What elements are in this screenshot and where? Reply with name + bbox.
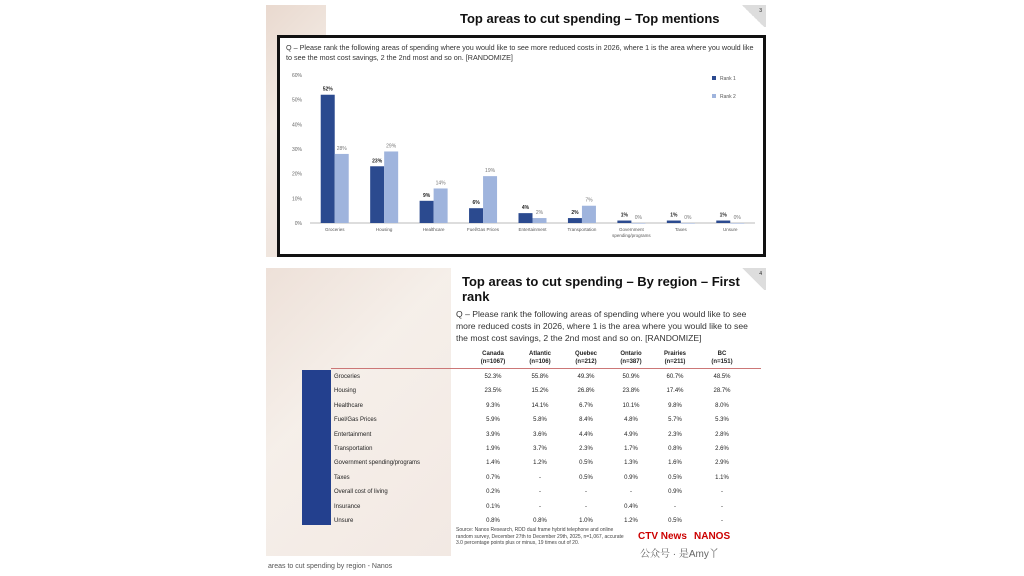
column-header <box>470 350 516 366</box>
bar-rank-2 <box>335 154 349 223</box>
table-cell: - <box>721 518 723 524</box>
table-cell: - <box>721 503 723 510</box>
table-cell: 8.0% <box>715 402 729 409</box>
column-name: Ontario <box>620 351 642 357</box>
category-label: Fuel/Gas Prices <box>467 227 500 232</box>
table-cell: - <box>630 489 632 496</box>
table-cell: - <box>721 489 723 496</box>
category-label: Government <box>619 227 644 232</box>
y-tick-label: 0% <box>294 221 302 227</box>
table-cell: 23.5% <box>484 388 502 395</box>
table-cell: - <box>539 503 541 510</box>
table-cell: 55.8% <box>531 374 549 380</box>
column-name: Quebec <box>574 351 597 357</box>
data-label: 4% <box>521 205 530 212</box>
row-label: Government spending/programs <box>334 460 421 467</box>
table-cell: 17.4% <box>666 388 684 395</box>
table-row <box>334 386 764 396</box>
y-tick-label: 50% <box>291 97 302 104</box>
column-header <box>517 350 563 366</box>
table-cell: 4.8% <box>624 417 638 424</box>
table-cell: 1.4% <box>486 460 500 467</box>
row-label: Unsure <box>334 518 354 524</box>
table-cell: 0.8% <box>486 518 500 524</box>
table-cell: 49.3% <box>577 374 595 380</box>
page-number: 4 <box>740 268 766 290</box>
table-cell: 4.9% <box>624 431 638 438</box>
table-accent-bar <box>302 370 331 525</box>
row-label: Transportation <box>334 446 373 452</box>
row-label: Entertainment <box>334 431 372 438</box>
table-cell: 1.6% <box>668 460 682 467</box>
column-n: (n=1067) <box>480 359 506 365</box>
table-cell: - <box>585 503 587 510</box>
table-cell: 0.5% <box>668 518 682 524</box>
table-row <box>334 372 764 382</box>
row-label: Healthcare <box>334 402 364 409</box>
category-label: spending/programs <box>612 233 651 238</box>
table-cell: 0.9% <box>624 474 638 481</box>
slide-by-region <box>266 268 766 556</box>
table-cell: 5.8% <box>533 417 547 424</box>
data-label: 0% <box>684 215 692 221</box>
category-label: Transportation <box>567 227 597 232</box>
bar-rank-2 <box>533 218 547 223</box>
table-cell: 10.1% <box>622 402 640 409</box>
table-cell: 2.8% <box>715 431 729 438</box>
column-n: (n=106) <box>529 359 551 365</box>
table-cell: 26.8% <box>577 388 595 395</box>
data-label: 2% <box>535 210 544 217</box>
slide-title: Top areas to cut spending – Top mentions <box>460 11 720 26</box>
source-note: Source: Nanos Research, RDD dual frame hybrid telephone and online random survey, December 27th to December 29th, 2025, n=1,067, accurate 3.0 percentage points plus or minus, 19 times out of 20. <box>456 527 624 546</box>
legend-label: Rank 1 <box>720 76 736 82</box>
image-caption: areas to cut spending by region - Nanos <box>268 563 393 570</box>
table-cell: 6.7% <box>579 402 593 409</box>
table-cell: 0.1% <box>486 503 500 510</box>
bar-rank-2 <box>730 223 744 224</box>
data-label: 23% <box>372 158 383 165</box>
legend-swatch <box>712 94 716 98</box>
table-cell: 48.5% <box>713 374 731 380</box>
data-label: 1% <box>670 212 678 219</box>
legend-swatch <box>712 76 716 80</box>
table-cell: - <box>539 489 541 496</box>
column-name: Prairies <box>663 351 687 357</box>
ctv-news-logo: CTV News <box>638 531 687 542</box>
column-n: (n=151) <box>711 359 733 365</box>
table-cell: 2.6% <box>715 446 729 452</box>
column-header <box>652 350 698 366</box>
column-name: Canada <box>482 351 504 357</box>
table-cell: 0.5% <box>668 474 682 481</box>
table-cell: 9.8% <box>668 402 682 409</box>
data-label: 2% <box>571 210 579 217</box>
table-cell: 50.9% <box>622 374 640 380</box>
row-label: Fuel/Gas Prices <box>334 417 377 424</box>
data-label: 1% <box>620 212 629 219</box>
table-cell: 2.3% <box>579 446 593 452</box>
column-header <box>563 350 609 366</box>
row-label: Groceries <box>334 374 361 380</box>
row-label: Housing <box>334 388 357 395</box>
bar-rank-2 <box>631 223 645 224</box>
bar-rank-1 <box>617 221 631 223</box>
table-cell: 9.3% <box>486 402 500 409</box>
table-cell: 1.3% <box>624 460 638 467</box>
table-row <box>334 401 764 411</box>
bar-rank-2 <box>483 176 497 223</box>
table-row <box>334 487 764 497</box>
bar-rank-1 <box>667 221 681 223</box>
table-cell: 3.7% <box>533 446 547 452</box>
bar-rank-1 <box>716 221 730 223</box>
table-cell: 0.9% <box>668 489 682 496</box>
table-cell: - <box>674 503 676 510</box>
category-label: Healthcare <box>422 227 445 232</box>
y-tick-label: 10% <box>291 196 302 203</box>
data-label: 29% <box>386 143 397 150</box>
table-cell: 60.7% <box>666 374 684 380</box>
table-cell: 1.7% <box>624 446 638 452</box>
chart-frame <box>277 35 766 257</box>
table-cell: 5.9% <box>486 417 500 424</box>
column-name: BC <box>717 351 727 357</box>
bar-rank-2 <box>434 188 448 223</box>
table-cell: 8.4% <box>579 417 593 424</box>
table-cell: 3.6% <box>533 431 547 438</box>
table-cell: 4.4% <box>579 431 593 438</box>
bar-rank-1 <box>519 213 533 223</box>
table-cell: 52.3% <box>484 374 502 380</box>
bar-rank-2 <box>582 206 596 223</box>
data-label: 52% <box>322 86 333 93</box>
column-n: (n=212) <box>575 359 597 365</box>
table-cell: 1.2% <box>533 460 547 467</box>
table-cell: 0.8% <box>533 518 547 524</box>
table-cell: 2.3% <box>668 431 682 438</box>
table-row <box>334 415 764 425</box>
y-tick-label: 40% <box>291 122 302 129</box>
table-cell: 0.5% <box>579 474 593 481</box>
y-tick-label: 30% <box>291 147 302 153</box>
table-row <box>334 473 764 483</box>
data-label: 0% <box>733 215 741 221</box>
data-label: 0% <box>634 215 643 221</box>
table-cell: 5.3% <box>715 417 729 424</box>
question-text: Q – Please rank the following areas of spending where you would like to see more reduced costs in 2026, where 1 is the area where you would like to see the most cost savings, 2 the 2nd most and so on. [RANDOMIZE] <box>456 309 748 343</box>
column-n: (n=211) <box>664 359 686 365</box>
table-cell: 1.0% <box>579 518 593 524</box>
table-cell: 0.7% <box>486 474 500 481</box>
table-row <box>334 458 764 468</box>
question-text: Q – Please rank the following areas of spending where you would like to see more reduced costs in 2026, where 1 is the area where you would like to see the most cost savings, 2 the 2nd most and so on. [RANDOMIZE] <box>286 43 754 62</box>
header-divider <box>331 368 761 369</box>
bar-rank-1 <box>469 208 483 223</box>
column-header <box>608 350 654 366</box>
row-label: Taxes <box>334 474 350 481</box>
table-cell: 0.5% <box>579 460 593 467</box>
table-cell: - <box>585 489 587 496</box>
y-tick-label: 60% <box>291 73 302 79</box>
category-label: Entertainment <box>518 227 547 232</box>
table-cell: 2.9% <box>715 460 729 467</box>
table-cell: 1.2% <box>624 518 638 524</box>
table-cell: 23.8% <box>622 388 640 395</box>
table-row <box>334 444 764 454</box>
legend-label: Rank 2 <box>720 94 736 100</box>
data-label: 9% <box>422 192 431 199</box>
table-cell: 0.4% <box>624 503 638 510</box>
bar-rank-2 <box>681 223 695 224</box>
row-label: Overall cost of living <box>334 489 388 496</box>
category-label: Taxes <box>674 227 687 232</box>
category-label: Groceries <box>324 227 345 232</box>
table-cell: 0.2% <box>486 489 500 496</box>
column-n: (n=387) <box>620 359 642 365</box>
watermark: 公众号 · 是Amy丫 <box>640 549 719 560</box>
slide-top-mentions <box>266 5 766 257</box>
table-cell: 14.1% <box>531 402 549 409</box>
row-label: Insurance <box>334 503 361 510</box>
data-label: 28% <box>336 145 347 152</box>
y-tick-label: 20% <box>291 171 302 178</box>
table-cell: 3.9% <box>486 431 500 438</box>
table-cell: 15.2% <box>531 388 549 395</box>
table-row <box>334 502 764 512</box>
data-label: 1% <box>719 212 727 219</box>
column-header <box>699 350 745 366</box>
data-label: 14% <box>435 180 446 187</box>
table-cell: 1.9% <box>486 446 500 452</box>
table-cell: 28.7% <box>713 388 731 395</box>
column-name: Atlantic <box>528 351 551 357</box>
data-label: 6% <box>472 200 480 207</box>
nanos-logo: NANOS <box>694 531 731 542</box>
table-cell: 1.1% <box>715 474 729 481</box>
bar-rank-1 <box>568 218 582 223</box>
category-label: Housing <box>375 227 393 232</box>
background-photo <box>266 268 451 556</box>
table-row <box>334 516 764 526</box>
table-cell: - <box>539 474 541 481</box>
table-row <box>334 430 764 440</box>
bar-rank-1 <box>321 95 335 223</box>
table-cell: 5.7% <box>668 417 682 424</box>
bar-rank-1 <box>420 201 434 223</box>
table-cell: 0.8% <box>668 446 682 452</box>
slide-title: Top areas to cut spending – By region – First rank <box>462 274 740 304</box>
bar-rank-1 <box>370 166 384 223</box>
category-label: Unsure <box>723 227 738 232</box>
page-number: 3 <box>740 5 766 27</box>
data-label: 19% <box>485 168 496 175</box>
bar-chart <box>280 63 763 257</box>
data-label: 7% <box>585 197 593 204</box>
bar-rank-2 <box>384 151 398 223</box>
